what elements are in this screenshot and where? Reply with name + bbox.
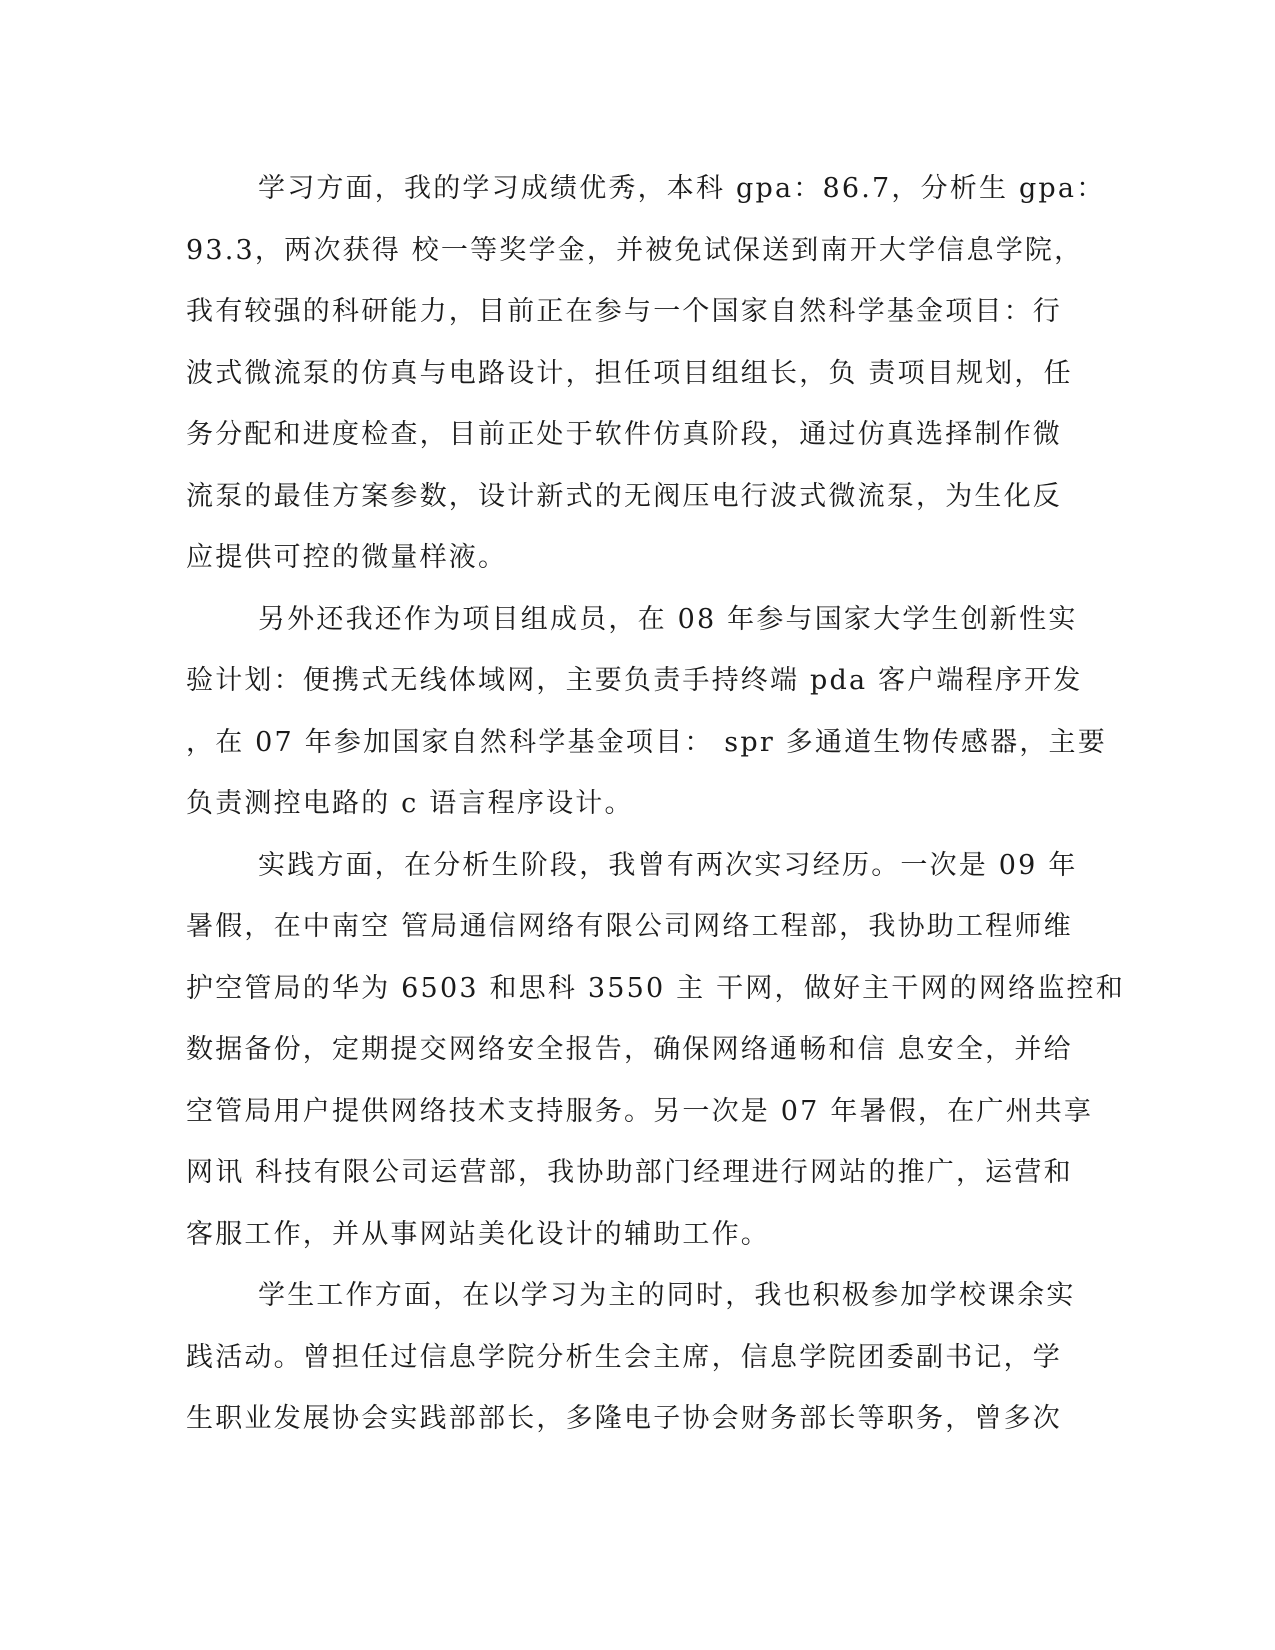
text-line: 网讯 科技有限公司运营部，我协助部门经理进行网站的推广，运营和 (186, 1157, 1073, 1188)
text-line: 波式微流泵的仿真与电路设计，担任项目组组长，负 责项目规划，任 (186, 357, 1073, 389)
text-line: 生职业发展协会实践部部长，多隆电子协会财务部长等职务，曾多次 (186, 1403, 1062, 1434)
text-line: 学生工作方面，在以学习为主的同时，我也积极参加学校课余实 (258, 1280, 1076, 1311)
text-line: 暑假，在中南空 管局通信网络有限公司网络工程部，我协助工程师维 (186, 911, 1073, 942)
text-line: 应提供可控的微量样液。 (186, 542, 508, 573)
paragraph-practice (186, 835, 1125, 1266)
text-line: 护空管局的华为 6503 和思科 3550 主 干网，做好主干网的网络监控和 (186, 972, 1125, 1004)
text-line: 实践方面，在分析生阶段，我曾有两次实习经历。一次是 09 年 (258, 849, 1078, 881)
paragraph-projects (186, 589, 1107, 835)
paragraph-student-work (186, 1265, 1076, 1450)
text-line: 践活动。曾担任过信息学院分析生会主席，信息学院团委副书记，学 (186, 1341, 1062, 1373)
text-line: 负责测控电路的 c 语言程序设计。 (186, 788, 634, 819)
text-line: 客服工作，并从事网站美化设计的辅助工作。 (186, 1218, 770, 1250)
text-line: 另外还我还作为项目组成员，在 08 年参与国家大学生创新性实 (258, 603, 1078, 635)
text-line: 93.3，两次获得 校一等奖学金，并被免试保送到南开大学信息学院， (186, 234, 1084, 266)
document-body (186, 158, 1125, 1450)
text-line: 空管局用户提供网络技术支持服务。另一次是 07 年暑假，在广州共享 (186, 1095, 1094, 1127)
paragraph-academic (186, 158, 1106, 589)
text-line: 流泵的最佳方案参数，设计新式的无阀压电行波式微流泵，为生化反 (186, 480, 1062, 512)
text-line: 验计划：便携式无线体域网，主要负责手持终端 pda 客户端程序开发 (186, 665, 1083, 696)
text-line: ，在 07 年参加国家自然科学基金项目： spr 多通道生物传感器，主要 (186, 726, 1107, 758)
text-line: 务分配和进度检查，目前正处于软件仿真阶段，通过仿真选择制作微 (186, 419, 1062, 450)
text-line: 数据备份，定期提交网络安全报告，确保网络通畅和信 息安全，并给 (186, 1034, 1073, 1065)
text-line: 我有较强的科研能力，目前正在参与一个国家自然科学基金项目：行 (186, 296, 1062, 327)
text-line: 学习方面，我的学习成绩优秀，本科 gpa：86.7，分析生 gpa： (258, 173, 1106, 204)
